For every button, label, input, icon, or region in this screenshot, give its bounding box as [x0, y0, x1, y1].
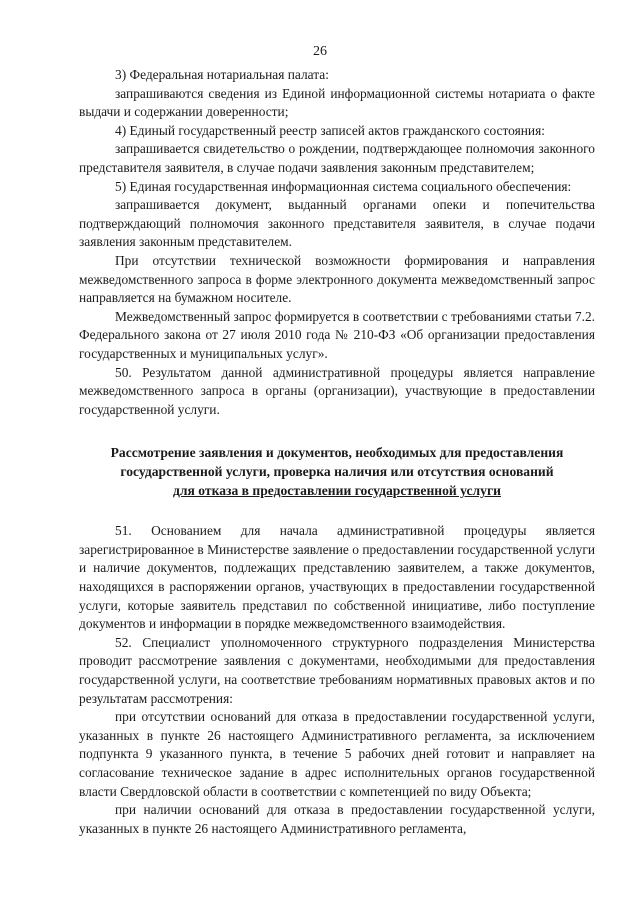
paragraph: 51. Основанием для начала административной процедуры является зарегистрированное в Министерстве заявление о предоставлении государственной услуги и наличие документов, подлежащих представлению заявителем, а также документов, находящихся в распоряжении органов, участвующих в предоставлении государственной услуги, которые заявитель представил по собственной инициативе, либо поступление документов и информации в порядке межведомственного взаимодействия.	[79, 523, 595, 632]
paragraph: 50. Результатом данной административной процедуры является направление межведомственного запроса в органы (организации), участвующие в предоставлении государственной услуги.	[79, 364, 595, 417]
page-number: 26	[313, 44, 327, 59]
paragraph: запрашиваются сведения из Единой информационной системы нотариата о факте выдачи и содержании доверенности;	[79, 85, 595, 120]
paragraph: при наличии оснований для отказа в предоставлении государственной услуги, указанных в пункте 26 настоящего Административного регламента,	[79, 802, 595, 836]
paragraphs-bottom	[79, 522, 595, 838]
paragraph: 3) Федеральная нотариальная палата:	[115, 67, 329, 82]
paragraph: при отсутствии оснований для отказа в предоставлении государственной услуги, указанных в пункте 26 настоящего Административного регламента, за исключением подпункта 9 указанного пункта, в течение 5 рабочих дней готовит и направляет на согласование техническое задание в адрес исполнительных органов государственной власти Свердловской области в соответствии с компетенцией по виду Объекта;	[79, 709, 595, 799]
paragraph: запрашивается документ, выданный органами опеки и попечительства подтверждающий полномочия законного представителя заявителя, в случае подачи заявления законным представителем.	[79, 197, 595, 250]
section-heading-line: Рассмотрение заявления и документов, необходимых для предоставления	[110, 445, 564, 461]
paragraphs-top	[79, 66, 595, 419]
paragraph: запрашивается свидетельство о рождении, подтверждающее полномочия законного представителя заявителя, в случае подачи заявления законным представителем;	[79, 141, 595, 175]
document-body	[79, 66, 595, 838]
paragraph: 4) Единый государственный реестр записей актов гражданского состояния:	[115, 122, 545, 138]
paragraph: 5) Единая государственная информационная система социального обеспечения:	[115, 178, 572, 194]
paragraph: 52. Специалист уполномоченного структурного подразделения Министерства проводит рассмотрение заявления с документами, необходимыми для предоставления государственной услуги, на соответствие требованиям нормативных правовых актов и по результатам рассмотрения:	[79, 634, 595, 706]
paragraph: При отсутствии технической возможности формирования и направления межведомственного запроса в форме электронного документа межведомственный запрос направляется на бумажном носителе.	[79, 252, 595, 306]
section-heading-line: для отказа в предоставлении государственной услуги	[173, 483, 501, 499]
paragraph: Межведомственный запрос формируется в соответствии с требованиями статьи 7.2. Федерального закона от 27 июля 2010 года № 210-ФЗ «Об организации предоставления государственных и муниципальных услуг».	[79, 308, 595, 361]
section-heading	[85, 443, 589, 500]
section-heading-line: государственной услуги, проверка наличия или отсутствия оснований	[120, 464, 554, 480]
